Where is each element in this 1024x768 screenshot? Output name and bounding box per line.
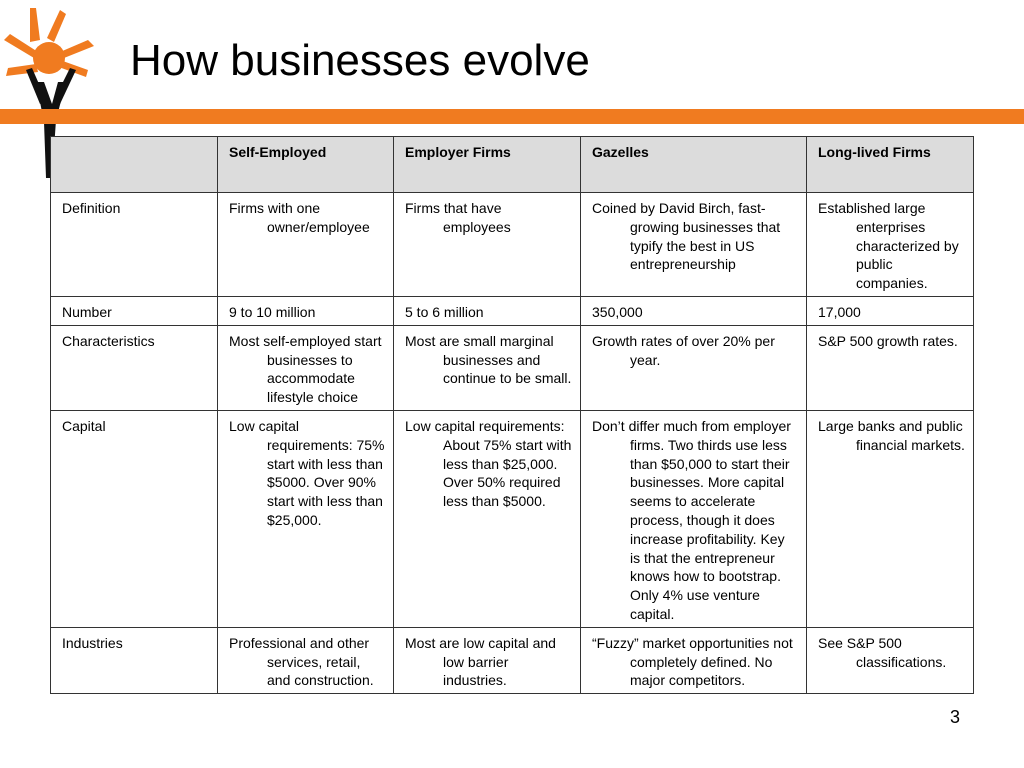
business-comparison-table <box>50 136 974 694</box>
header-employer-firms: Employer Firms <box>394 137 581 193</box>
slide-title: How businesses evolve <box>130 36 590 85</box>
page-number: 3 <box>950 707 961 727</box>
row-label: Definition <box>51 193 218 297</box>
table-cell: Coined by David Birch, fast-growing businesses that typify the best in US entrepreneurship <box>592 200 781 273</box>
row-label: Number <box>51 296 218 325</box>
table-cell: Don’t differ much from employer firms. Two thirds use less than $50,000 to start their businesses. More capital seems to accelerate process, though it does increase profitability. Key is that the entrepreneur knows how to bootstrap. Only 4% use venture capital. <box>592 417 791 622</box>
header-long-lived-firms: Long-lived Firms <box>807 137 974 193</box>
table-cell: Firms with one owner/employee <box>229 200 370 235</box>
table-row-characteristics <box>51 325 974 410</box>
table-cell: Growth rates of over 20% per year. <box>592 332 775 368</box>
table-cell: Low capital requirements: About 75% start with less than $25,000. Over 50% required less than $5000. <box>405 417 572 510</box>
table-header-row <box>51 137 974 193</box>
row-label: Industries <box>51 627 218 693</box>
table-cell: Low capital requirements: 75% start with less than $5000. Over 90% start with less than $25,000. <box>229 417 385 528</box>
table-cell: Most are low capital and low barrier industries. <box>405 634 556 689</box>
accent-bar <box>0 109 1024 124</box>
table-cell: 5 to 6 million <box>405 303 484 320</box>
table-row-capital <box>51 410 974 627</box>
header-gazelles: Gazelles <box>581 137 807 193</box>
table-cell: See S&P 500 classifications. <box>818 634 947 670</box>
table-cell: Established large enterprises characterized by public companies. <box>818 200 959 292</box>
table-cell: Most are small marginal businesses and continue to be small. <box>405 332 572 387</box>
table-cell: S&P 500 growth rates. <box>818 332 958 349</box>
row-label: Capital <box>51 410 218 627</box>
table-row-industries <box>51 627 974 693</box>
table-cell: Most self-employed start businesses to accommodate lifestyle choice <box>229 332 382 406</box>
table-cell: “Fuzzy” market opportunities not completely defined. No major competitors. <box>592 634 793 689</box>
header-self-employed: Self-Employed <box>218 137 394 193</box>
table-cell: 17,000 <box>818 303 861 320</box>
table-row-number <box>51 296 974 325</box>
table-cell: 9 to 10 million <box>229 303 316 320</box>
table-cell: Firms that have employees <box>405 200 511 235</box>
table-row-definition <box>51 193 974 297</box>
table-cell: 350,000 <box>592 303 643 320</box>
row-label: Characteristics <box>51 325 218 410</box>
table-cell: Large banks and public financial markets. <box>818 417 965 453</box>
header-cell-blank <box>51 137 218 193</box>
table-cell: Professional and other services, retail, and construction. <box>229 634 374 689</box>
